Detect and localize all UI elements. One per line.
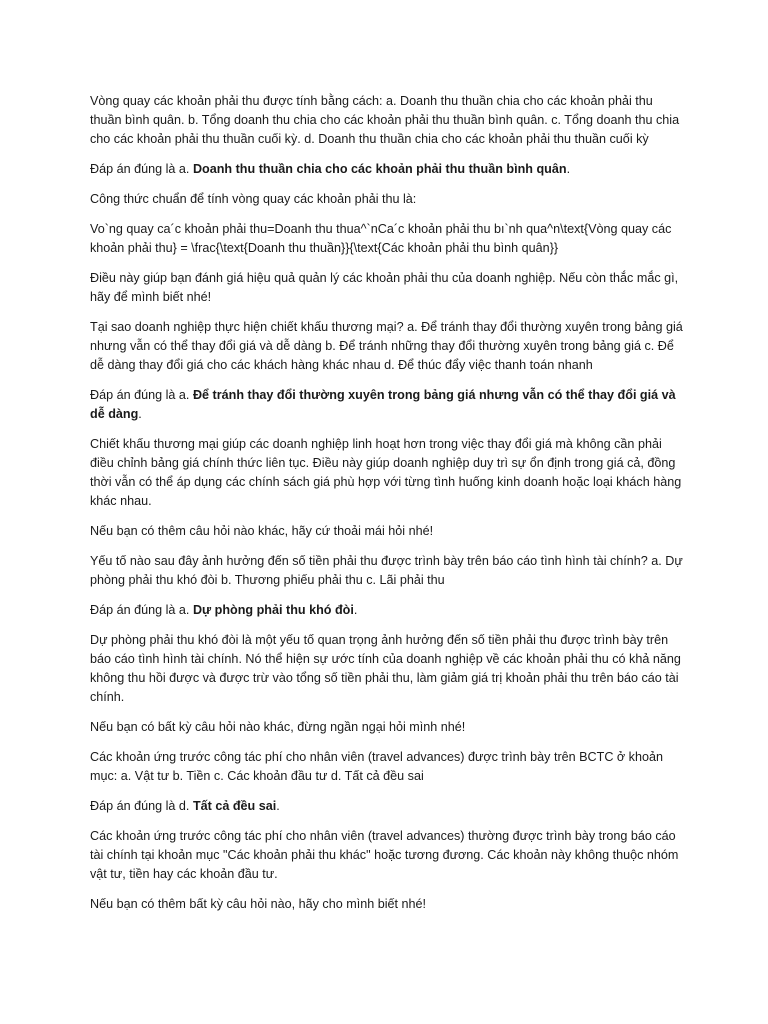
answer-travel-advances [90,797,684,816]
answer-suffix: . [276,799,280,813]
answer-suffix: . [353,603,358,617]
answer-prefix: Đáp án đúng là d. [90,799,193,813]
question-travel-advances: Các khoản ứng trước công tác phí cho nhân viên (travel advances) được trình bày trên BCTC ở khoản mục: a. Vật tư b. Tiền c. Các khoản đầu tư d. Tất cả đều sai [90,750,663,783]
answer-receivable-factor [90,601,684,620]
answer-bold: Dự phòng phải thu khó đòi [192,603,354,617]
explanation-text: Dự phòng phải thu khó đòi là một yếu tố quan trọng ảnh hưởng đến số tiền phải thu được trình bày trên báo cáo tình hình tài chính. Nó thể hiện sự ước tính của doanh nghiệp về các khoản phải thu có khả năng không thu hồi được và được trừ vào tổng số tiền phải thu, làm giảm giá trị khoản phải thu trên báo cáo tài chính. [90,633,681,704]
answer-bold: Tất cả đều sai [192,799,277,813]
answer-prefix: Đáp án đúng là a. [90,162,193,176]
formula-text: Vo`ng quay ca´c khoản phải thu=Doanh thu thua^`nCa´c khoản phải thu bı`nh qua^n\text{Vòng quay các khoản phải thu} = \frac{\text{Doanh thu thuần}}{\text{Các khoản phải thu bình quân}} [90,222,672,255]
answer-prefix: Đáp án đúng là a. [90,388,193,402]
answer-suffix: . [566,162,571,176]
formula-intro: Công thức chuẩn để tính vòng quay các khoản phải thu là: [90,192,417,206]
answer-prefix: Đáp án đúng là a. [90,603,193,617]
closing-text: Nếu bạn có thêm bất kỳ câu hỏi nào, hãy cho mình biết nhé! [90,897,427,911]
explanation-text: Điều này giúp bạn đánh giá hiệu quả quản lý các khoản phải thu của doanh nghiệp. Nếu còn thắc mắc gì, hãy để mình biết nhé! [90,271,679,304]
explanation-text: Chiết khấu thương mại giúp các doanh nghiệp linh hoạt hơn trong việc thay đổi giá mà không cần phải điều chỉnh bảng giá chính thức liên tục. Điều này giúp doanh nghiệp duy trì sự ổn định trong giá cả, đồng thời vẫn có thể áp dụng các chính sách giá phù hợp với từng tình huống kinh doanh hoặc loại khách hàng khác nhau. [90,437,682,508]
answer-receivables-turnover [90,160,684,179]
answer-bold: Doanh thu thuần chia cho các khoản phải thu thuần bình quân [192,162,567,176]
closing-text: Nếu bạn có thêm câu hỏi nào khác, hãy cứ thoải mái hỏi nhé! [90,524,434,538]
closing-text: Nếu bạn có bất kỳ câu hỏi nào khác, đừng ngần ngại hỏi mình nhé! [90,720,466,734]
answer-trade-discount [90,386,684,424]
explanation-text: Các khoản ứng trước công tác phí cho nhân viên (travel advances) thường được trình bày trong báo cáo tài chính tại khoản mục "Các khoản phải thu khác" hoặc tương đương. Các khoản này không thuộc nhóm vật tư, tiền hay các khoản đầu tư. [90,829,679,881]
question-receivable-factor: Yếu tố nào sau đây ảnh hưởng đến số tiền phải thu được trình bày trên báo cáo tình hình tài chính? a. Dự phòng phải thu khó đòi b. Thương phiếu phải thu c. Lãi phải thu [90,554,683,587]
answer-suffix: . [138,407,142,421]
answer-bold: Để tránh thay đổi thường xuyên trong bảng giá nhưng vẫn có thể thay đổi giá và dễ dàng [90,388,676,421]
question-receivables-turnover: Vòng quay các khoản phải thu được tính bằng cách: a. Doanh thu thuần chia cho các khoản phải thu thuần bình quân. b. Tổng doanh thu chia cho các khoản phải thu thuần bình quân. c. Tổng doanh thu chia cho các khoản phải thu thuần cuối kỳ. d. Doanh thu thuần chia cho các khoản phải thu thuần cuối kỳ [90,94,680,146]
question-trade-discount: Tại sao doanh nghiệp thực hiện chiết khấu thương mại? a. Để tránh thay đổi thường xuyên trong bảng giá nhưng vẫn có thể thay đổi giá và dễ dàng b. Để tránh những thay đổi thường xuyên trong bảng giá c. Để dễ dàng thay đổi giá cho các khách hàng khác nhau d. Để thúc đẩy việc thanh toán nhanh [90,320,683,372]
